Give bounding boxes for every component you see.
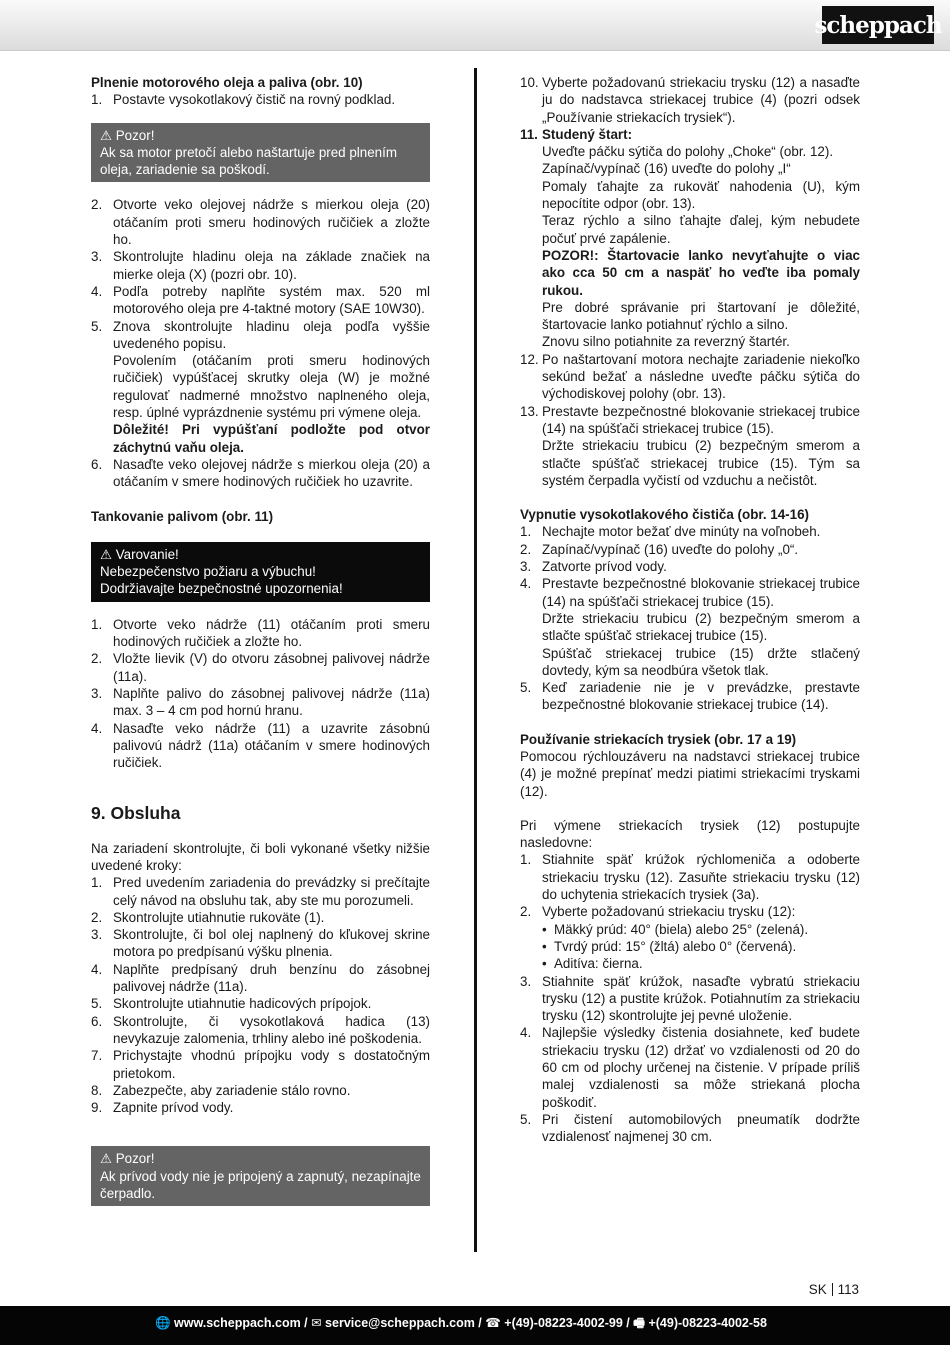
list-item: Povolením (otáčaním proti smeru hodinových ručičiek) vypúšťacej skrutky oleja (W) je možné regulovať nadmerné množstvo naplneného oleja, resp. úplné vyprázdnenie systému pri výmene oleja. Dôležité! Pri vypúšťaní podložte pod otvor záchytnú vaňu oleja. <box>113 353 430 455</box>
nozzles-intro-2: Pri výmene striekacích trysiek (12) postupujte nasledovne: <box>520 817 860 851</box>
bullet-item: • Tvrdý prúd: 15° (žltá) alebo 0° (červená). <box>542 938 797 954</box>
list-item: 13. Prestavte bezpečnostné blokovanie striekacej trubice (14) na spúšťači striekacej trubice (15). Držte striekaciu trubicu (2) bezpečným smerom a stlačte spúšťač striekacej trubice (15). Tým sa systém čerpadla vyčistí od vzduchu a nečistôt. <box>520 403 860 488</box>
footer-contact: 🌐 www.scheppach.com / ✉ service@scheppach.com / ☎ +(49)-08223-4002-99 / 🖷 +(49)-08223-4002-58 <box>155 1316 767 1330</box>
column-divider <box>474 68 477 1252</box>
footer-bar <box>0 1306 950 1345</box>
bullet-item: • Aditíva: čierna. <box>542 956 643 972</box>
right-column <box>520 74 860 1146</box>
list-item: 3. Naplňte palivo do zásobnej palivovej nádrže (11a) max. 3 – 4 cm pod hornú hranu. <box>91 685 430 719</box>
list-item: 1. Pred uvedením zariadenia do prevádzky si prečítajte celý návod na obsluhu tak, aby ste mu porozumeli. <box>91 875 430 908</box>
heading-refuel: Tankovanie palivom (obr. 11) <box>91 508 274 524</box>
list-item: 12. Po naštartovaní motora nechajte zariadenie niekoľko sekúnd bežať a následne uveďte páčku sýtiča do východiskovej polohy (obr. 13). <box>520 351 860 402</box>
list-item: Držte striekaciu trubicu (2) bezpečným smerom a stlačte spúšťač striekacej trubice (15). Spúšťač striekacej trubice (15) držte stlačený dovtedy, kým sa neodbúra všetok tlak. <box>542 610 860 678</box>
operation-steps-list <box>91 874 430 1116</box>
caution-box <box>91 123 430 183</box>
caution-box-water <box>91 1146 430 1206</box>
refuel-steps-list <box>91 616 430 772</box>
list-item: 3. Skontrolujte hladinu oleja na základe značiek na mierke oleja (X) (pozri obr. 10). <box>91 249 430 282</box>
list-item: 3. Zatvorte prívod vody. <box>520 559 667 575</box>
caution-text: Ak prívod vody nie je pripojený a zapnutý, nezapínajte čerpadlo. <box>100 1168 421 1202</box>
list-item: 3. Skontrolujte, či bol olej naplnený do kľukovej skrine motora po predpísanú výšku plnenia. <box>91 927 430 960</box>
nozzles-intro: Pomocou rýchlouzáveru na nadstavci striekacej trubice (4) je možné prepínať medzi piatimi striekacími tryskami (12). <box>520 748 860 799</box>
list-item: 4. Najlepšie výsledky čistenia dosiahnete, keď budete striekaciu trysku (12) držať vo vzdialenosti od 20 do 60 cm od plochy určenej na čistenie. V prípade príliš malej vzdialenosti sa môže striekaná plocha poškodiť. <box>520 1025 860 1110</box>
operation-intro: Na zariadení skontrolujte, či boli vykonané všetky nižšie uvedené kroky: <box>91 840 430 873</box>
list-item: 5. Znova skontrolujte hladinu oleja podľa vyššie uvedeného popisu. <box>91 318 430 351</box>
warning-title: ⚠ Varovanie! <box>100 546 179 562</box>
caution-title: ⚠ Pozor! <box>100 1151 155 1167</box>
list-item: 2. Otvorte veko olejovej nádrže s mierkou oleja (20) otáčaním proti smeru hodinových ručičiek a zložte ho. <box>91 197 430 248</box>
section-title-operation: 9. Obsluha <box>91 803 181 824</box>
list-item: 5. Skontrolujte utiahnutie hadicových prípojok. <box>91 996 372 1012</box>
list-item: 2. Zapínač/vypínač (16) uveďte do polohy „0“. <box>520 541 799 557</box>
list-item: 9. Zapnite prívod vody. <box>91 1100 234 1116</box>
list-item: 8. Zabezpečte, aby zariadenie stálo rovno. <box>91 1082 351 1098</box>
caution-text: Ak sa motor pretočí alebo naštartuje pred plnením oleja, zariadenie sa poškodí. <box>100 144 397 178</box>
list-item: 4. Nasaďte veko nádrže (11) a uzavrite zásobnú palivovú nádrž (11a) otáčaním v smere hodinových ručičiek. <box>91 720 430 771</box>
heading-oil-fuel: Plnenie motorového oleja a paliva (obr. 10) <box>91 75 363 90</box>
left-column <box>91 74 430 1206</box>
oil-steps-list <box>91 196 430 352</box>
switch-off-steps-list <box>520 523 860 609</box>
list-item: 5. Keď zariadenie nie je v prevádzke, prestavte bezpečnostné blokovanie striekacej trubice (14). <box>520 680 860 713</box>
nozzle-bullets <box>520 921 860 973</box>
bullet-item: • Mäkký prúd: 40° (biela) alebo 25° (zelená). <box>542 921 809 937</box>
list-item: 6. Nasaďte veko olejovej nádrže s mierkou oleja (20) a otáčaním v smere hodinových ručičiek ho uzavrite. <box>91 456 430 490</box>
list-item: 4. Podľa potreby naplňte systém max. 520 ml motorového oleja pre 4-taktné motory (SAE 10W30). <box>91 283 430 317</box>
list-item: 4. Prestavte bezpečnostné blokovanie striekacej trubice (14) na spúšťači striekacej trubice (15). <box>520 576 860 609</box>
list-item: 5. Pri čistení automobilových pneumatík dodržte vzdialenosť najmenej 30 cm. <box>520 1111 860 1145</box>
list-item: 2. Vyberte požadovanú striekaciu trysku (12): <box>520 904 796 920</box>
list-item: 1. Stiahnite späť krúžok rýchlomeniča a odoberte striekaciu trysku (12). Zasuňte striekaciu trysku (12) do uchytenia striekacích trysiek (3a). <box>520 852 860 903</box>
list-item: 7. Prichystajte vhodnú prípojku vody s dostatočným prietokom. <box>91 1048 430 1081</box>
header-bar <box>0 0 950 51</box>
list-item: 1. Postavte vysokotlakový čistič na rovný podklad. <box>91 92 396 108</box>
nozzle-steps-list <box>520 973 860 1146</box>
scheppach-logo: scheppach <box>822 6 934 44</box>
list-item: 1. Otvorte veko nádrže (11) otáčaním proti smeru hodinových ručičiek a zložte ho. <box>91 616 430 650</box>
list-item: 6. Skontrolujte, či vysokotlaková hadica (13) nevykazuje zalomenia, trhliny alebo iné poškodenia. <box>91 1013 430 1046</box>
page-number: SK 113 <box>808 1282 859 1297</box>
list-item: 3. Stiahnite späť krúžok, nasaďte vybratú striekaciu trysku (12) a pustite krúžok. Potiahnutím za striekaciu trysku (12) skontrolujte jej pevné uloženie. <box>520 973 860 1024</box>
warning-box: ⚠ Varovanie! Nebezpečenstvo požiaru a výbuchu! Dodržiavajte bezpečnostné upozornenia! <box>91 542 430 602</box>
list-item: 2. Vložte lievik (V) do otvoru zásobnej palivovej nádrže (11a). <box>91 651 430 684</box>
list-item-cold-start: 11. Studený štart: Uveďte páčku sýtiča do polohy „Choke“ (obr. 12). Zapínač/vypínač (16) uveďte do polohy „I“ Pomaly ťahajte za rukoväť nahodenia (U), kým nepocítite odpor (obr. 13). Teraz rýchlo a silno ťahajte ďalej, kým nebudete počuť prvé zapálenie. POZOR!: Štartovacie lanko nevyťahujte o viac ako cca 50 cm a naspäť ho veďte iba pomaly rukou. Pre dobré správanie pri štartovaní je dôležité, štartovacie lanko potiahnuť rýchlo a silno. Znovu silno potiahnite za reverzný štartér. <box>520 126 860 350</box>
caution-title: ⚠ Pozor! <box>100 127 155 143</box>
list-item: 4. Naplňte predpísaný druh benzínu do zásobnej palivovej nádrže (11a). <box>91 961 430 995</box>
heading-nozzles: Používanie striekacích trysiek (obr. 17 a 19) <box>520 731 797 747</box>
list-item: 10. Vyberte požadovanú striekaciu trysku (12) a nasaďte ju do nadstavca striekacej trubice (4) (pozri odsek „Používanie striekacích trysiek“). <box>520 75 860 125</box>
list-item: 2. Skontrolujte utiahnutie rukoväte (1). <box>91 909 325 925</box>
list-item: 1. Nechajte motor bežať dve minúty na voľnobeh. <box>520 524 821 540</box>
heading-switch-off: Vypnutie vysokotlakového čističa (obr. 14-16) <box>520 507 809 523</box>
